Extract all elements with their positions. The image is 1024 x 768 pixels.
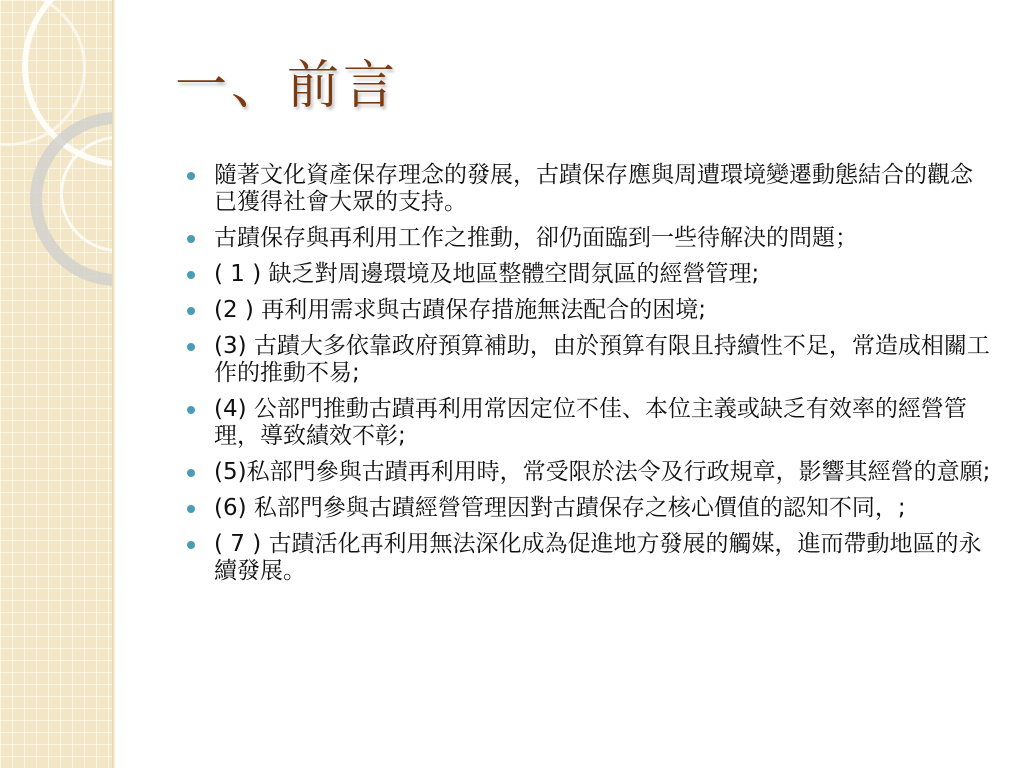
bullet-item bbox=[180, 495, 995, 522]
bullet-dot-icon bbox=[187, 343, 195, 351]
slide-title: 一、前言 bbox=[175, 56, 400, 116]
bullet-dot-icon bbox=[187, 505, 195, 513]
bullet-item bbox=[180, 396, 995, 450]
bullet-dot-icon bbox=[187, 541, 195, 549]
bullet-text: ( 1 ) 缺乏對周邊環境及地區整體空間氛區的經營管理; bbox=[214, 261, 760, 287]
bullet-text: 古蹟保存與再利用工作之推動，卻仍面臨到一些待解決的問題； bbox=[214, 225, 858, 251]
bullet-text: (6) 私部門參與古蹟經營管理因對古蹟保存之核心價值的認知不同，; bbox=[214, 495, 906, 521]
bullet-dot-icon bbox=[187, 307, 195, 315]
bullet-text: (2 ) 再利用需求與古蹟保存措施無法配合的困境; bbox=[214, 297, 706, 323]
decorative-sidebar bbox=[0, 0, 112, 768]
sidebar-edge bbox=[112, 0, 116, 768]
bullet-dot-icon bbox=[187, 469, 195, 477]
bullet-item bbox=[180, 162, 995, 216]
bullet-item bbox=[180, 225, 995, 252]
bullet-dot-icon bbox=[187, 271, 195, 279]
bullet-item bbox=[180, 459, 995, 486]
bullet-text: ( 7 ) 古蹟活化再利用無法深化成為促進地方發展的觸媒，進而帶動地區的永續發展。 bbox=[214, 531, 982, 584]
bullet-item bbox=[180, 333, 995, 387]
bullet-item bbox=[180, 297, 995, 324]
bullet-item bbox=[180, 531, 995, 585]
bullet-dot-icon bbox=[187, 406, 195, 414]
bullet-text: (5)私部門參與古蹟再利用時，常受限於法令及行政規章，影響其經營的意願; bbox=[214, 459, 991, 485]
bullet-text: (3) 古蹟大多依靠政府預算補助，由於預算有限且持續性不足，常造成相關工作的推動不易; bbox=[214, 333, 990, 386]
bullet-item bbox=[180, 261, 995, 288]
bullet-dot-icon bbox=[187, 172, 195, 180]
bullet-text: (4) 公部門推動古蹟再利用常因定位不佳、本位主義或缺乏有效率的經營管理，導致績效不彰; bbox=[214, 396, 967, 449]
bullet-list bbox=[180, 162, 995, 594]
bullet-dot-icon bbox=[187, 235, 195, 243]
bullet-text: 隨著文化資產保存理念的發展，古蹟保存應與周遭環境變遷動態結合的觀念已獲得社會大眾的支持。 bbox=[214, 162, 973, 215]
